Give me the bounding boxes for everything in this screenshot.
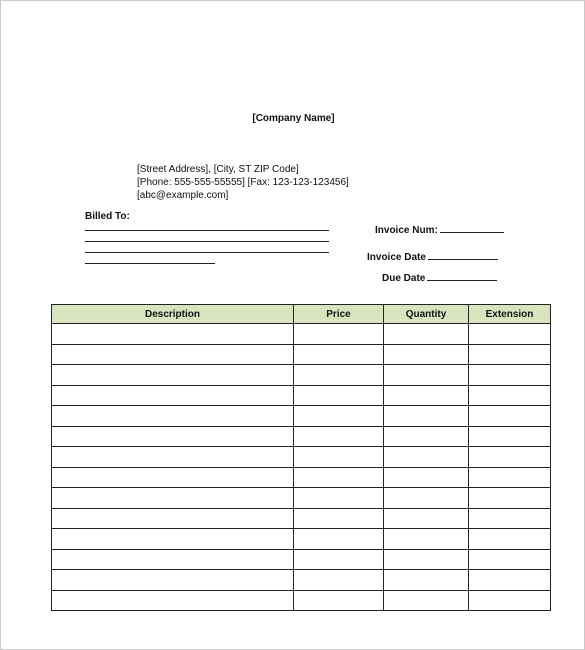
- billed-to-line-4: [85, 263, 215, 264]
- extension-cell[interactable]: [469, 426, 551, 447]
- price-cell[interactable]: [294, 488, 384, 509]
- description-cell[interactable]: [52, 570, 294, 591]
- table-row: [52, 549, 551, 570]
- billed-to-label: Billed To:: [85, 211, 130, 222]
- quantity-cell[interactable]: [384, 549, 469, 570]
- company-address-block: [137, 163, 349, 202]
- description-cell[interactable]: [52, 365, 294, 386]
- invoice-number-blank: [440, 223, 504, 233]
- extension-cell[interactable]: [469, 549, 551, 570]
- description-cell[interactable]: [52, 447, 294, 468]
- quantity-cell[interactable]: [384, 324, 469, 345]
- table-row: [52, 508, 551, 529]
- price-cell[interactable]: [294, 529, 384, 550]
- quantity-cell[interactable]: [384, 508, 469, 529]
- quantity-cell[interactable]: [384, 406, 469, 427]
- price-cell[interactable]: [294, 426, 384, 447]
- price-cell[interactable]: [294, 344, 384, 365]
- quantity-cell[interactable]: [384, 447, 469, 468]
- description-cell[interactable]: [52, 488, 294, 509]
- price-cell[interactable]: [294, 590, 384, 611]
- description-cell[interactable]: [52, 467, 294, 488]
- company-name: [Company Name]: [252, 113, 335, 124]
- quantity-cell[interactable]: [384, 365, 469, 386]
- due-date-field: [382, 271, 497, 284]
- due-date-blank: [427, 271, 497, 281]
- quantity-cell[interactable]: [384, 529, 469, 550]
- quantity-cell[interactable]: [384, 488, 469, 509]
- quantity-cell[interactable]: [384, 590, 469, 611]
- description-cell[interactable]: [52, 385, 294, 406]
- table-row: [52, 488, 551, 509]
- table-header-row: [52, 305, 551, 324]
- email-address: [abc@example.com]: [137, 190, 229, 201]
- header-description: Description: [52, 305, 294, 324]
- invoice-number-label: Invoice Num:: [375, 225, 438, 236]
- invoice-number-field: [375, 223, 504, 236]
- extension-cell[interactable]: [469, 529, 551, 550]
- due-date-label: Due Date: [382, 273, 426, 284]
- description-cell[interactable]: [52, 406, 294, 427]
- extension-cell[interactable]: [469, 385, 551, 406]
- invoice-date-blank: [428, 250, 498, 260]
- header-price: Price: [294, 305, 384, 324]
- description-cell[interactable]: [52, 590, 294, 611]
- price-cell[interactable]: [294, 385, 384, 406]
- street-address: [Street Address], [City, ST ZIP Code]: [137, 164, 299, 175]
- billed-to-line-2: [85, 241, 329, 242]
- extension-cell[interactable]: [469, 365, 551, 386]
- extension-cell[interactable]: [469, 447, 551, 468]
- table-row: [52, 529, 551, 550]
- table-row: [52, 447, 551, 468]
- extension-cell[interactable]: [469, 406, 551, 427]
- extension-cell[interactable]: [469, 344, 551, 365]
- price-cell[interactable]: [294, 467, 384, 488]
- description-cell[interactable]: [52, 344, 294, 365]
- table-row: [52, 385, 551, 406]
- table-row: [52, 570, 551, 591]
- quantity-cell[interactable]: [384, 344, 469, 365]
- description-cell[interactable]: [52, 529, 294, 550]
- billed-to-line-3: [85, 252, 329, 253]
- quantity-cell[interactable]: [384, 426, 469, 447]
- extension-cell[interactable]: [469, 488, 551, 509]
- phone-fax: [Phone: 555-555-55555] [Fax: 123-123-123456]: [137, 177, 349, 188]
- extension-cell[interactable]: [469, 467, 551, 488]
- quantity-cell[interactable]: [384, 467, 469, 488]
- line-items-table: [51, 304, 551, 611]
- extension-cell[interactable]: [469, 324, 551, 345]
- description-cell[interactable]: [52, 426, 294, 447]
- billed-to-line-1: [85, 230, 329, 231]
- price-cell[interactable]: [294, 406, 384, 427]
- invoice-date-field: [367, 250, 498, 263]
- table-row: [52, 590, 551, 611]
- price-cell[interactable]: [294, 508, 384, 529]
- extension-cell[interactable]: [469, 570, 551, 591]
- price-cell[interactable]: [294, 365, 384, 386]
- extension-cell[interactable]: [469, 508, 551, 529]
- invoice-date-label: Invoice Date: [367, 252, 426, 263]
- table-row: [52, 467, 551, 488]
- header-quantity: Quantity: [384, 305, 469, 324]
- price-cell[interactable]: [294, 570, 384, 591]
- description-cell[interactable]: [52, 549, 294, 570]
- table-row: [52, 365, 551, 386]
- price-cell[interactable]: [294, 447, 384, 468]
- line-items-body: [52, 324, 551, 611]
- quantity-cell[interactable]: [384, 385, 469, 406]
- table-row: [52, 344, 551, 365]
- quantity-cell[interactable]: [384, 570, 469, 591]
- table-row: [52, 426, 551, 447]
- description-cell[interactable]: [52, 508, 294, 529]
- table-row: [52, 324, 551, 345]
- extension-cell[interactable]: [469, 590, 551, 611]
- price-cell[interactable]: [294, 549, 384, 570]
- header-extension: Extension: [469, 305, 551, 324]
- description-cell[interactable]: [52, 324, 294, 345]
- price-cell[interactable]: [294, 324, 384, 345]
- table-row: [52, 406, 551, 427]
